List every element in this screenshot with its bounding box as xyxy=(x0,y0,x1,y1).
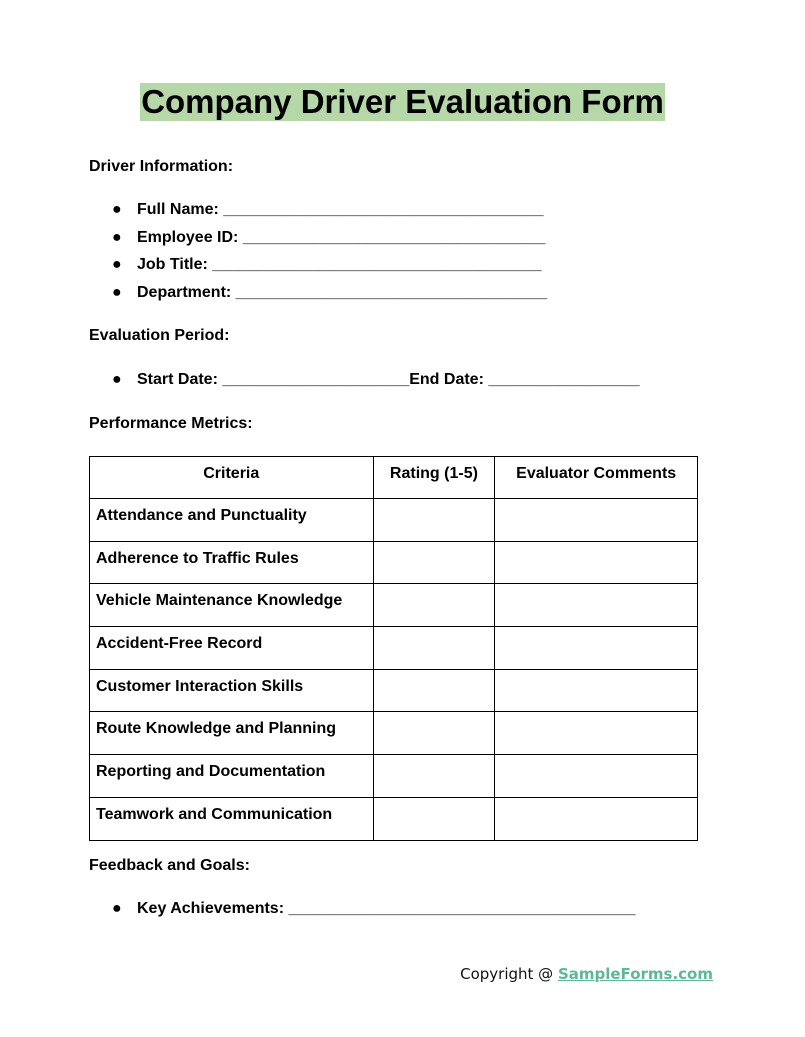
evaluation-period-heading: Evaluation Period: xyxy=(89,327,230,344)
criteria-cell: Vehicle Maintenance Knowledge xyxy=(90,584,374,627)
performance-table xyxy=(89,456,698,841)
list-item[interactable] xyxy=(0,255,805,283)
table-header-row xyxy=(90,457,698,499)
evaluation-period-list xyxy=(0,370,805,398)
sampleforms-link[interactable]: SampleForms.com xyxy=(557,965,713,983)
rating-cell[interactable] xyxy=(373,755,495,798)
table-row xyxy=(90,797,698,840)
table-row xyxy=(90,627,698,670)
column-header-comments: Evaluator Comments xyxy=(495,457,698,499)
bullet-icon: ● xyxy=(112,900,122,917)
column-header-rating: Rating (1-5) xyxy=(373,457,495,499)
bullet-icon: ● xyxy=(112,201,122,218)
comments-cell[interactable] xyxy=(495,797,698,840)
copyright-footer xyxy=(460,964,713,984)
table-row xyxy=(90,755,698,798)
list-item[interactable] xyxy=(0,370,805,398)
title-wrap xyxy=(0,83,805,121)
rating-cell[interactable] xyxy=(373,541,495,584)
comments-cell[interactable] xyxy=(495,541,698,584)
bullet-icon: ● xyxy=(112,228,122,246)
column-header-criteria: Criteria xyxy=(90,457,374,499)
bullet-icon: ● xyxy=(112,283,122,301)
feedback-list xyxy=(0,899,805,927)
criteria-cell: Customer Interaction Skills xyxy=(90,669,374,712)
table-row xyxy=(90,541,698,584)
list-item[interactable] xyxy=(0,200,805,228)
employee-id-field[interactable]: Employee ID: __________________________________ xyxy=(137,228,546,246)
criteria-cell: Route Knowledge and Planning xyxy=(90,712,374,755)
feedback-heading: Feedback and Goals: xyxy=(89,857,250,874)
list-item[interactable] xyxy=(0,899,805,927)
department-field[interactable]: Department: ___________________________________ xyxy=(137,283,548,301)
rating-cell[interactable] xyxy=(373,584,495,627)
table-row xyxy=(90,669,698,712)
list-item[interactable] xyxy=(0,228,805,256)
date-range-field[interactable]: Start Date: _____________________End Date: _________________ xyxy=(137,371,640,388)
table-row xyxy=(90,712,698,755)
comments-cell[interactable] xyxy=(495,755,698,798)
driver-info-list xyxy=(0,200,805,310)
copyright-text: Copyright @ xyxy=(460,965,558,983)
criteria-cell: Accident-Free Record xyxy=(90,627,374,670)
table-row xyxy=(90,584,698,627)
criteria-cell: Attendance and Punctuality xyxy=(90,499,374,542)
job-title-field[interactable]: Job Title: _____________________________________ xyxy=(137,256,542,273)
comments-cell[interactable] xyxy=(495,712,698,755)
bullet-icon: ● xyxy=(112,256,122,273)
comments-cell[interactable] xyxy=(495,584,698,627)
performance-heading: Performance Metrics: xyxy=(89,415,253,432)
comments-cell[interactable] xyxy=(495,627,698,670)
rating-cell[interactable] xyxy=(373,669,495,712)
criteria-cell: Teamwork and Communication xyxy=(90,797,374,840)
rating-cell[interactable] xyxy=(373,499,495,542)
comments-cell[interactable] xyxy=(495,499,698,542)
bullet-icon: ● xyxy=(112,371,122,388)
full-name-field[interactable]: Full Name: ____________________________________ xyxy=(137,201,544,218)
key-achievements-field[interactable]: Key Achievements: _______________________________________ xyxy=(137,900,636,917)
rating-cell[interactable] xyxy=(373,712,495,755)
list-item[interactable] xyxy=(0,283,805,311)
driver-info-heading: Driver Information: xyxy=(89,158,234,175)
criteria-cell: Adherence to Traffic Rules xyxy=(90,541,374,584)
criteria-cell: Reporting and Documentation xyxy=(90,755,374,798)
rating-cell[interactable] xyxy=(373,797,495,840)
table-row xyxy=(90,499,698,542)
rating-cell[interactable] xyxy=(373,627,495,670)
page-title: Company Driver Evaluation Form xyxy=(141,83,664,120)
comments-cell[interactable] xyxy=(495,669,698,712)
